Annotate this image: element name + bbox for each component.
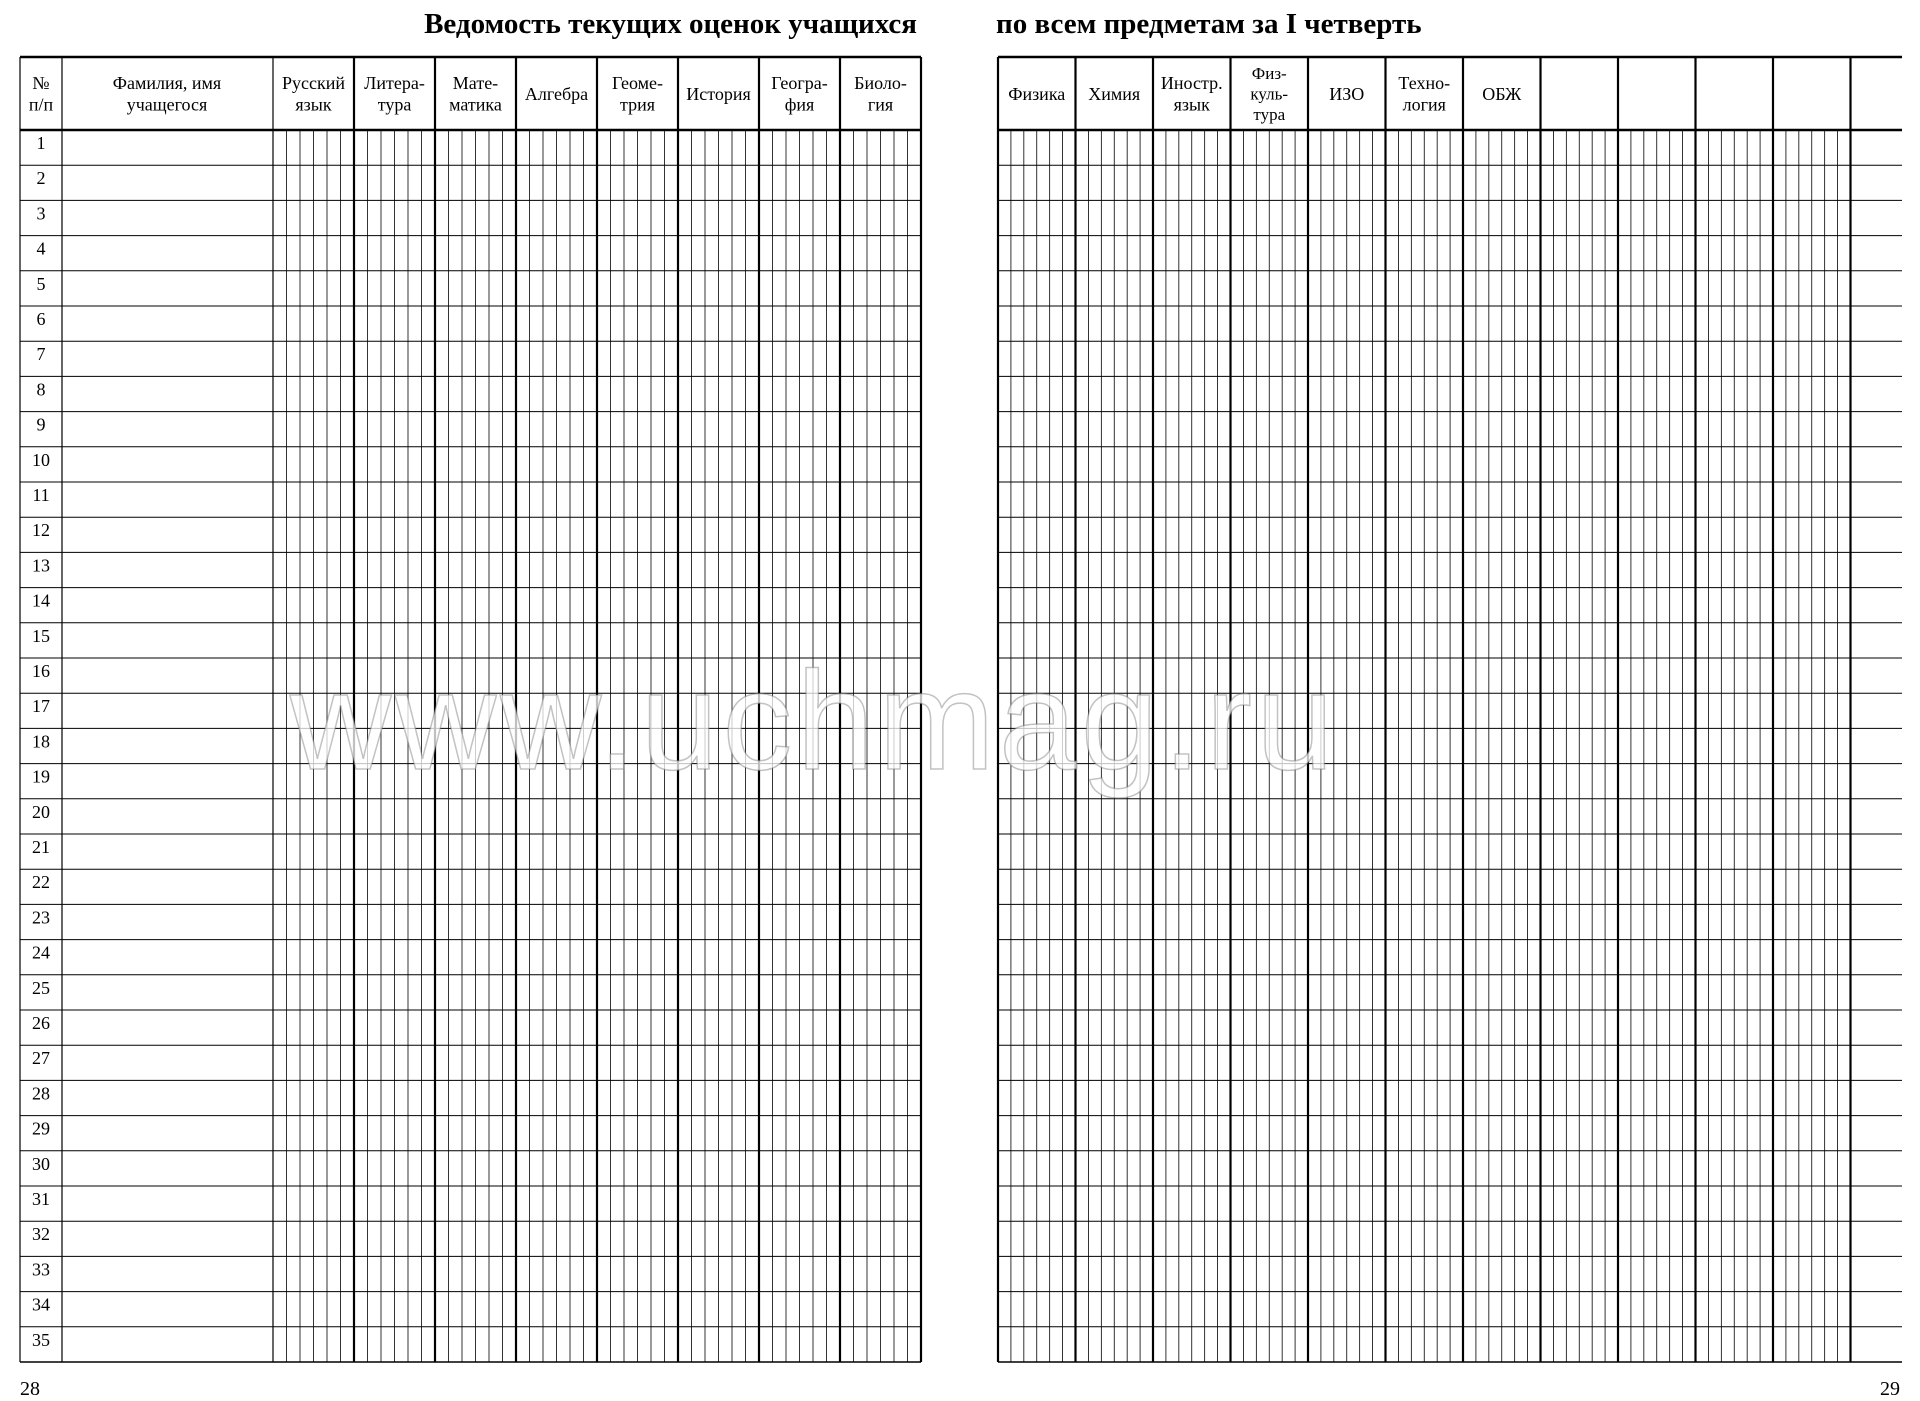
left-table-subject-header: Геоме-	[611, 73, 664, 93]
left-table-subject-header: Биоло-	[854, 73, 907, 93]
row-number: 2	[36, 168, 46, 189]
left-table-subject-header: История	[686, 83, 751, 104]
page-number-left: 28	[20, 1378, 40, 1400]
number-header: №	[32, 73, 50, 93]
right-table-subject-header: Физика	[1008, 83, 1066, 104]
right-table-subject-header: ОБЖ	[1482, 83, 1522, 104]
row-number: 19	[32, 766, 50, 787]
left-table-subject-header: Русский	[282, 73, 345, 93]
left-table-subject-header: трия	[620, 94, 655, 115]
left-table-subject-header: Геогра-	[771, 73, 828, 93]
row-number: 18	[32, 731, 50, 752]
row-number: 1	[36, 133, 46, 153]
row-number: 34	[32, 1294, 50, 1315]
title-right: по всем предметам за I четверть	[996, 8, 1422, 40]
row-number: 6	[36, 309, 46, 329]
left-table-subject-header: матика	[449, 94, 502, 115]
row-number: 30	[32, 1153, 50, 1174]
left-table-subject-header: Мате-	[452, 73, 499, 93]
row-number: 24	[32, 942, 50, 963]
right-table-subject-header: куль-	[1250, 84, 1289, 104]
row-number: 5	[36, 273, 46, 294]
row-number: 20	[32, 801, 50, 822]
left-table-subject-header: тура	[377, 94, 412, 115]
row-number: 3	[36, 203, 46, 224]
row-number: 22	[32, 872, 50, 893]
row-number: 14	[32, 590, 50, 611]
row-number: 11	[32, 485, 50, 505]
page-number-right: 29	[1880, 1378, 1900, 1400]
left-table-subject-header: язык	[295, 94, 332, 115]
row-number: 9	[36, 414, 46, 435]
name-header: учащегося	[126, 94, 208, 115]
row-number: 8	[36, 379, 46, 400]
name-header: Фамилия, имя	[112, 73, 222, 93]
right-table-subject-header: логия	[1402, 94, 1446, 115]
watermark: www.uchmag.ru	[290, 642, 1338, 799]
right-table-subject-header: ИЗО	[1329, 83, 1365, 104]
left-table-subject-header: Алгебра	[524, 83, 589, 104]
right-table-subject-header: Химия	[1088, 83, 1141, 104]
row-number: 27	[32, 1048, 50, 1069]
row-number: 12	[32, 520, 50, 541]
right-table-subject-header: Физ-	[1251, 64, 1287, 84]
right-table-subject-header: язык	[1173, 94, 1210, 115]
row-number: 25	[32, 977, 50, 998]
row-number: 7	[36, 344, 46, 365]
row-number: 33	[32, 1259, 50, 1280]
title-left: Ведомость текущих оценок учащихся	[424, 8, 917, 40]
row-number: 23	[32, 907, 50, 928]
right-table-subject-header: тура	[1253, 104, 1286, 124]
left-table-subject-header: гия	[867, 94, 894, 115]
row-number: 16	[32, 661, 50, 681]
right-table-subject-header: Иностр.	[1160, 73, 1223, 93]
row-number: 17	[32, 696, 50, 717]
row-number: 15	[32, 625, 50, 646]
row-number: 26	[32, 1013, 50, 1033]
right-table-subject-header: Техно-	[1398, 73, 1451, 93]
row-number: 32	[32, 1224, 50, 1245]
number-header: п/п	[28, 94, 54, 115]
row-number: 10	[32, 449, 50, 470]
left-table-subject-header: Литера-	[364, 73, 425, 93]
row-number: 21	[32, 837, 50, 857]
row-number: 13	[32, 555, 50, 576]
row-number: 4	[36, 238, 46, 259]
left-table-subject-header: фия	[784, 94, 815, 115]
row-number: 28	[32, 1083, 50, 1104]
row-number: 35	[32, 1329, 50, 1350]
row-number: 31	[32, 1189, 50, 1209]
row-number: 29	[32, 1118, 50, 1139]
